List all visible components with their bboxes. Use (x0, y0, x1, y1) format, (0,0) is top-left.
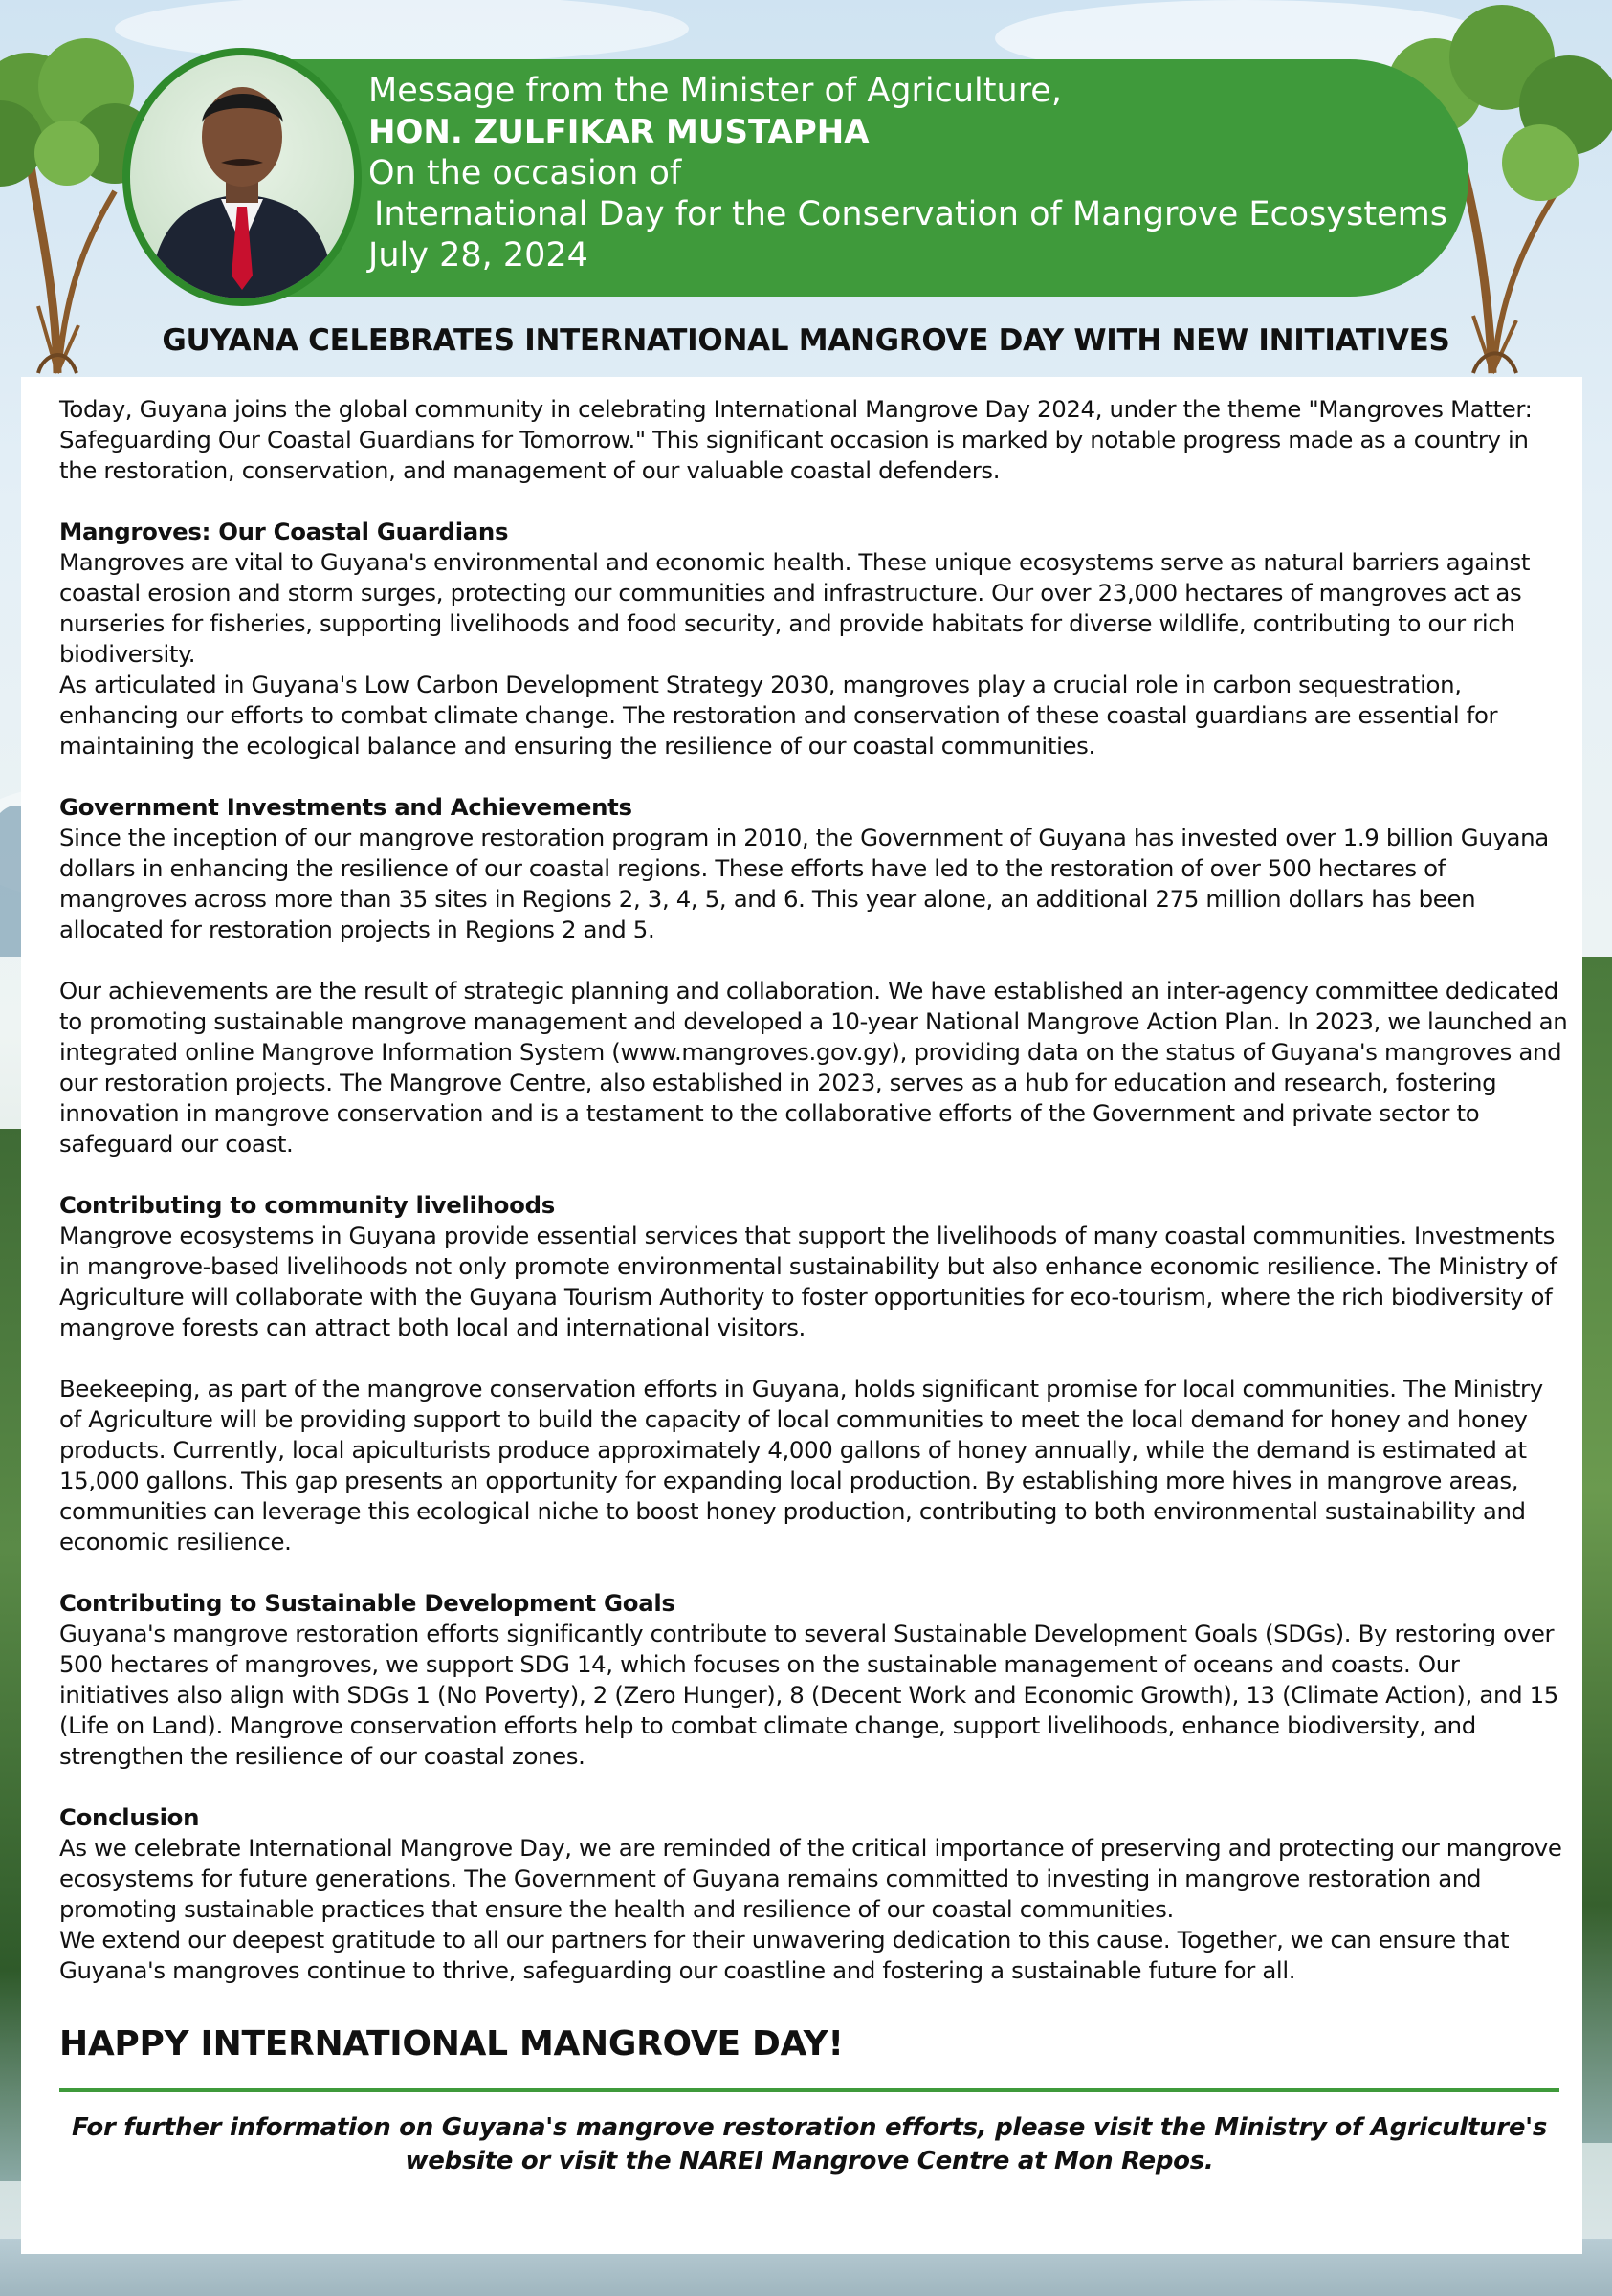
investments-paragraph-2: Our achievements are the result of strategic planning and collaboration. We have established an inter-agency committee dedicated to promoting sustainable mangrove management and developed a 10-year National Mangrove Action Plan. In 2023, we launched an integrated online Mangrove Information System (www.mangroves.gov.gy), providing data on the status of Guyana's mangroves and our restoration projects. The Mangrove Centre, also established in 2023, serves as a hub for education and research, fostering innovation in mangrove conservation and is a testament to the collaborative efforts of the Government and private sector to safeguard our coast. (59, 977, 1568, 1158)
intro-paragraph: Today, Guyana joins the global community in celebrating International Mangrove Day 2024, under the theme "Mangroves Matter: Safeguarding Our Coastal Guardians for Tomorrow." This significant occasion is marked by notable progress made as a country in the restoration, conservation, and management of our valuable coastal defenders. (59, 395, 1533, 484)
investments-paragraph-1: Since the inception of our mangrove restoration program in 2010, the Government of Guyana has invested over 1.9 billion Guyana dollars in enhancing the resilience of our coastal regions. These efforts have led to the restoration of over 500 hectares of mangroves across more than 35 sites in Regions 2, 3, 4, 5, and 6. This year alone, an additional 275 million dollars has been allocated for restoration projects in Regions 2 and 5. (59, 824, 1549, 943)
banner-intro: Message from the Minister of Agriculture, (368, 72, 1062, 110)
section-heading-sdgs: Contributing to Sustainable Development Goals (59, 1589, 675, 1617)
banner-date: July 28, 2024 (368, 236, 588, 275)
section-heading-conclusion: Conclusion (59, 1803, 200, 1831)
livelihoods-paragraph-1: Mangrove ecosystems in Guyana provide essential services that support the livelihoods of many coastal communities. Investments in mangrove-based livelihoods not only promote environmental sustainability but also enhance economic resilience. The Ministry of Agriculture will collaborate with the Guyana Tourism Authority to foster opportunities for eco-tourism, where the rich biodiversity of mangrove forests can attract both local and international visitors. (59, 1222, 1557, 1341)
section-heading-guardians: Mangroves: Our Coastal Guardians (59, 518, 509, 545)
footer-note: For further information on Guyana's mangrove restoration efforts, please visit the Ministry of Agriculture's website or visit the NAREI Mangrove Centre at Mon Repos. (71, 2113, 1547, 2175)
banner-occasion: International Day for the Conservation of Mangrove Ecosystems (374, 195, 1447, 233)
conclusion-paragraph-2: We extend our deepest gratitude to all our partners for their unwavering dedication to this cause. Together, we can ensure that Guyana's mangroves continue to thrive, safeguarding our coastline and fostering a sustainable future for all. (59, 1926, 1510, 1984)
sdgs-paragraph: Guyana's mangrove restoration efforts significantly contribute to several Sustainable Development Goals (SDGs). By restoring over 500 hectares of mangroves, we support SDG 14, which focuses on the sustainable management of oceans and coasts. Our initiatives also align with SDGs 1 (No Poverty), 2 (Zero Hunger), 8 (Decent Work and Economic Growth), 13 (Climate Action), and 15 (Life on Land). Mangrove conservation efforts help to combat climate change, support livelihoods, enhance biodiversity, and strengthen the resilience of our coastal zones. (59, 1620, 1558, 1770)
section-heading-investments: Government Investments and Achievements (59, 793, 632, 821)
minister-name: HON. ZULFIKAR MUSTAPHA (368, 113, 870, 151)
page-headline: GUYANA CELEBRATES INTERNATIONAL MANGROVE DAY WITH NEW INITIATIVES (162, 323, 1450, 358)
conclusion-paragraph-1: As we celebrate International Mangrove Day, we are reminded of the critical importance of preserving and protecting our mangrove ecosystems for future generations. The Government of Guyana remains committed to investing in mangrove restoration and promoting sustainable practices that ensure the health and resilience of our coastal communities. (59, 1834, 1562, 1923)
closing-greeting: HAPPY INTERNATIONAL MANGROVE DAY! (59, 2024, 844, 2064)
section-heading-livelihoods: Contributing to community livelihoods (59, 1191, 555, 1219)
guardians-paragraph-2: As articulated in Guyana's Low Carbon Development Strategy 2030, mangroves play a crucial role in carbon sequestration, enhancing our efforts to combat climate change. The restoration and conservation of these coastal guardians are essential for maintaining the ecological balance and ensuring the resilience of our coastal communities. (59, 671, 1498, 760)
minister-photo-frame (122, 48, 362, 306)
guardians-paragraph-1: Mangroves are vital to Guyana's environmental and economic health. These unique ecosystems serve as natural barriers against coastal erosion and storm surges, protecting our communities and infrastructure. Our over 23,000 hectares of mangroves act as nurseries for fisheries, supporting livelihoods and food security, and provide habitats for diverse wildlife, contributing to our rich biodiversity. (59, 548, 1531, 668)
minister-portrait-illustration (130, 55, 354, 298)
banner-text (368, 71, 1449, 276)
right-vegetation (1579, 957, 1612, 2143)
banner-occasion-label: On the occasion of (368, 154, 682, 192)
message-panel (21, 377, 1582, 2254)
livelihoods-paragraph-2: Beekeeping, as part of the mangrove conservation efforts in Guyana, holds significant promise for local communities. The Ministry of Agriculture will be providing support to build the capacity of local communities to meet the local demand for honey and honey products. Currently, local apiculturists produce approximately 4,000 gallons of honey annually, while the demand is estimated at 15,000 gallons. This gap presents an opportunity for expanding local production. By establishing more hives in mangrove areas, communities can leverage this ecological niche to boost honey production, contributing to both environmental sustainability and economic resilience. (59, 1375, 1543, 1556)
footer-divider (59, 2088, 1559, 2092)
message-body (59, 394, 1571, 2203)
minister-portrait (130, 55, 354, 298)
